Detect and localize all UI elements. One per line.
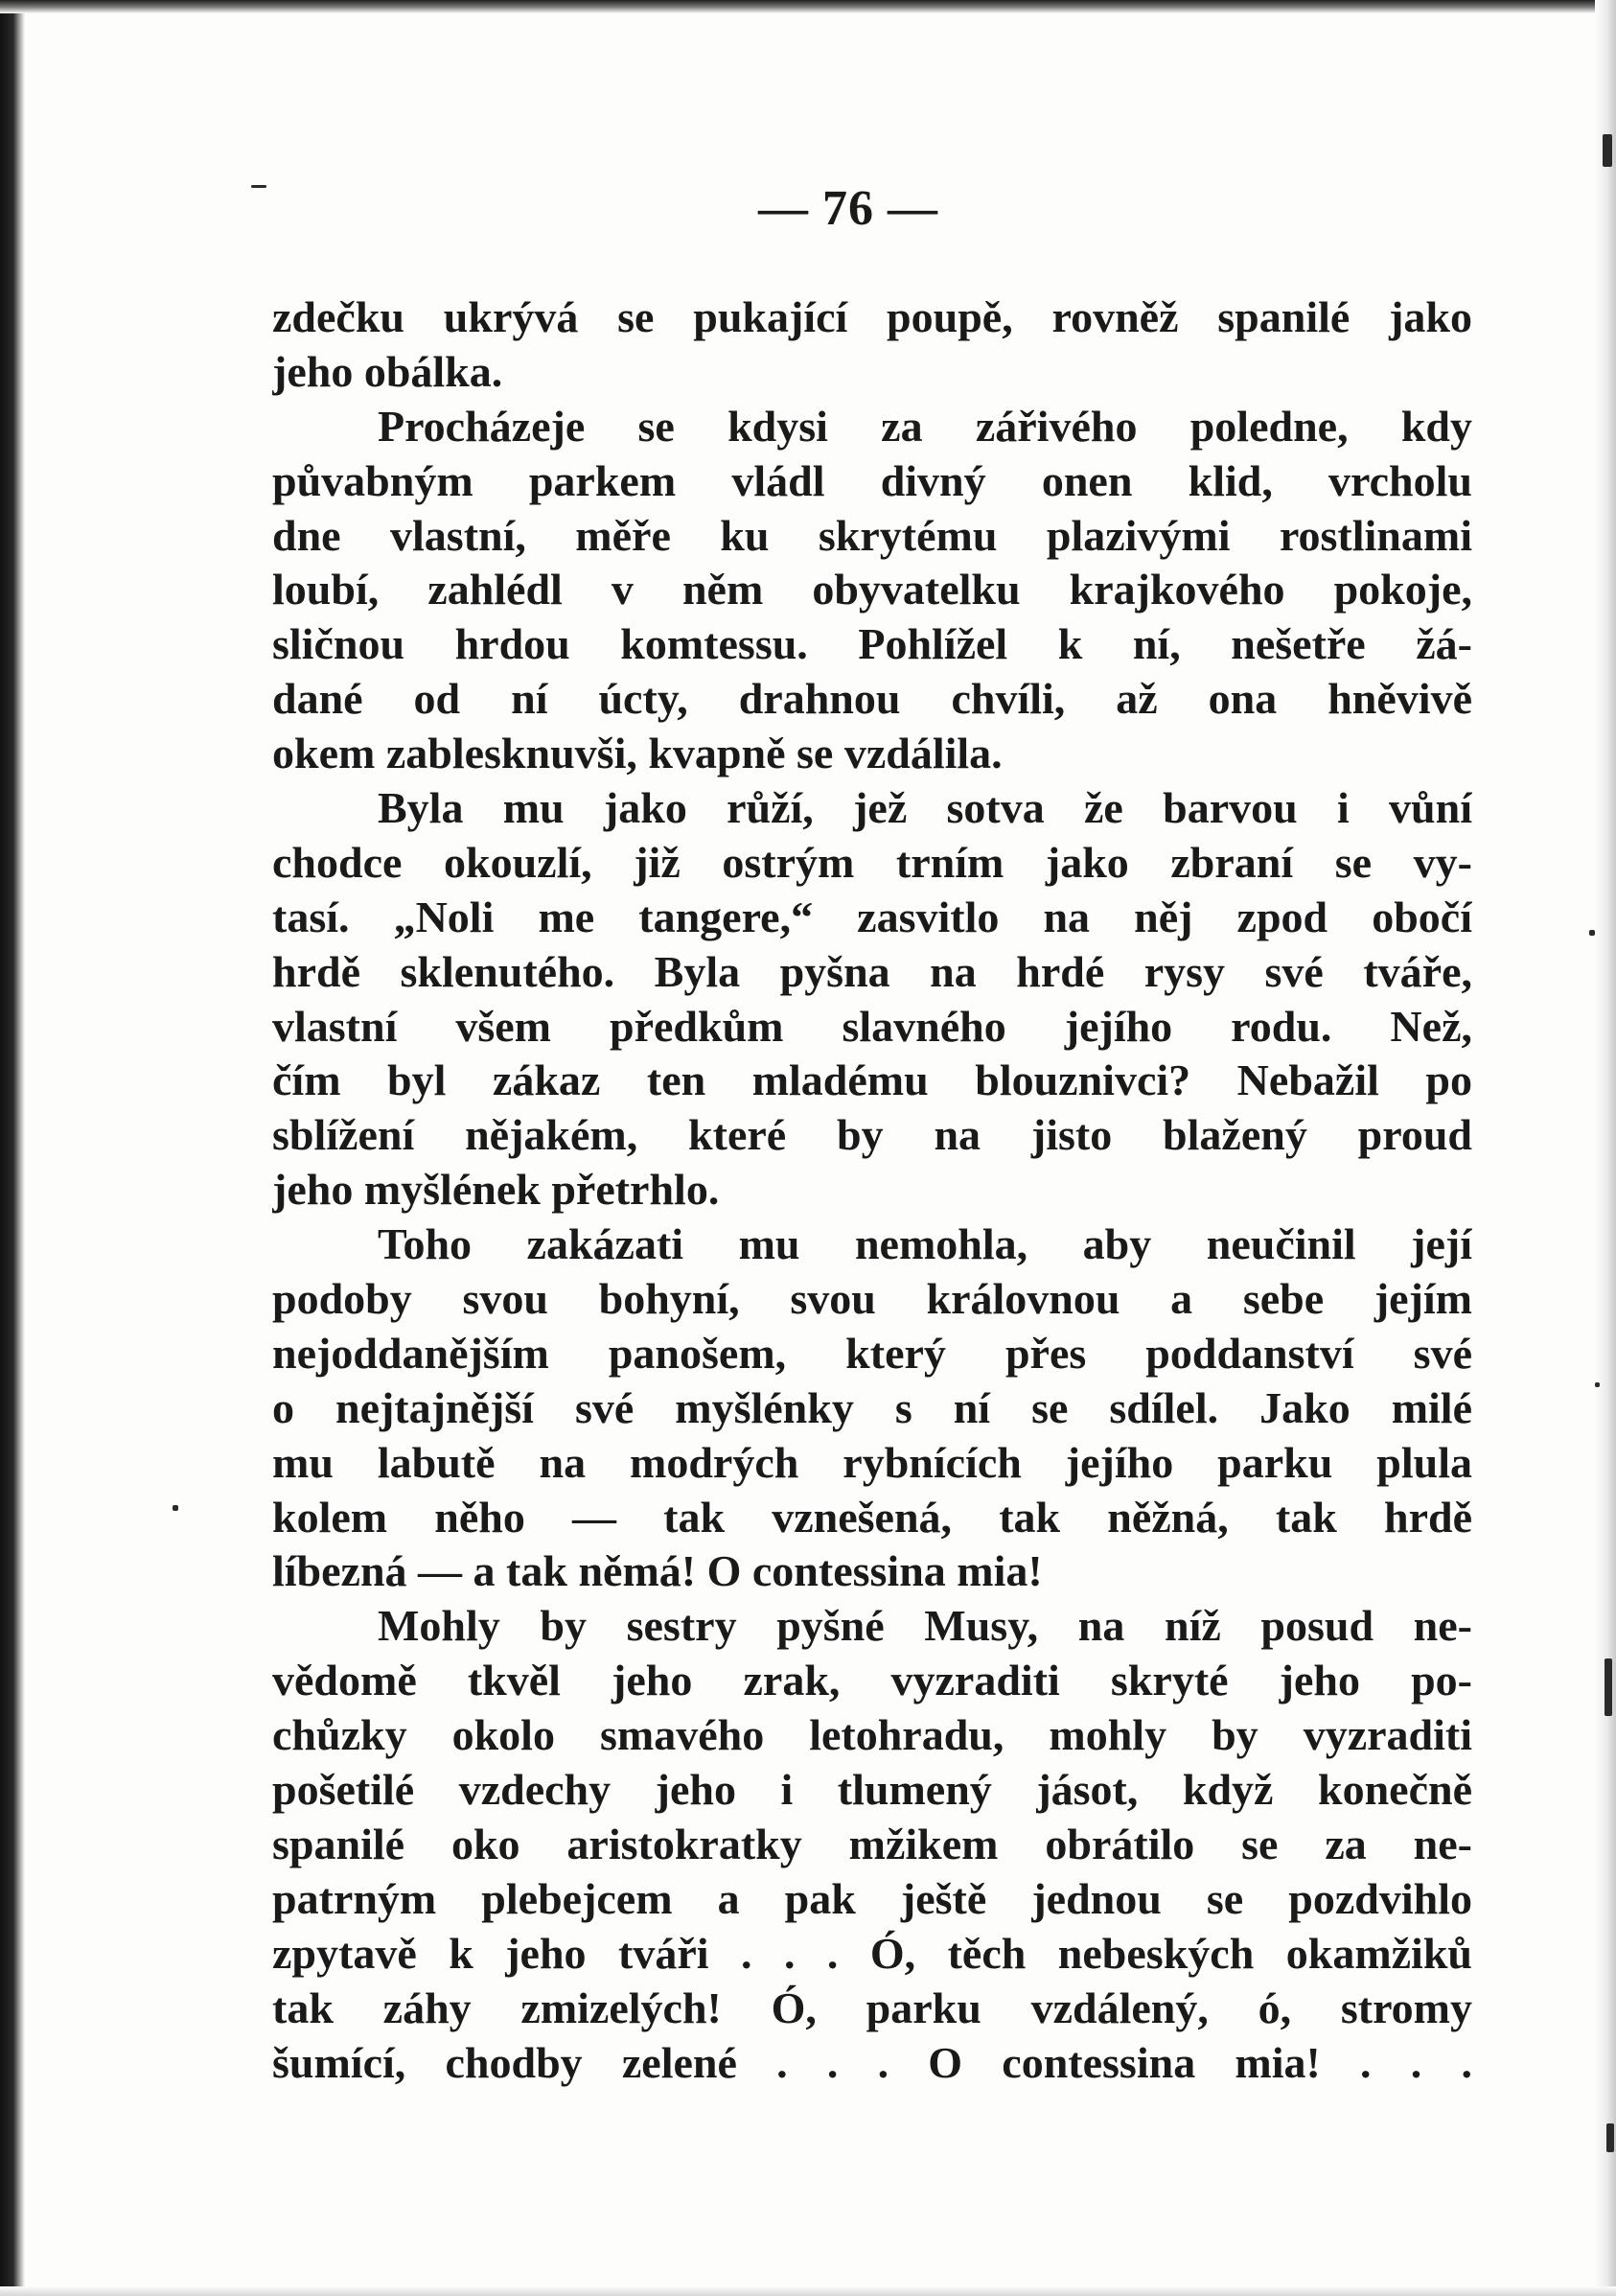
text-line: zdečku ukrývá se pukající poupě, rovněž spanilé jako: [272, 292, 1472, 341]
text-line: dne vlastní, měře ku skrytému plazivými rostlinami: [272, 510, 1472, 560]
text-line: líbezná — a tak němá! O contessina mia!: [272, 1546, 1043, 1596]
text-line: Byla mu jako růží, jež sotva že barvou i vůní: [378, 783, 1472, 833]
scan-speck: [1604, 1658, 1612, 1716]
scan-speck: [1589, 930, 1595, 936]
text-line: o nejtajnější své myšlénky s ní se sdílel. Jako milé: [272, 1382, 1472, 1432]
scan-speck: [173, 1505, 178, 1511]
text-line: nejoddanějším panošem, který přes poddanství své: [272, 1328, 1472, 1378]
text-line: zpytavě k jeho tváři . . . Ó, těch nebeských okamžiků: [272, 1928, 1472, 1978]
page-edge-bottom: [0, 2286, 1616, 2296]
scan-speck: [251, 185, 266, 188]
page-number: — 76 —: [758, 181, 938, 236]
text-line: okem zablesknuvši, kvapně se vzdálila.: [272, 729, 1003, 778]
text-line: sličnou hrdou komtessu. Pohlížel k ní, nešetře žá-: [272, 619, 1472, 669]
text-line: Mohly by sestry pyšné Musy, na níž posud ne-: [378, 1601, 1472, 1651]
text-line: chůzky okolo smavého letohradu, mohly by vyzraditi: [272, 1710, 1472, 1760]
text-line: tak záhy zmizelých! Ó, parku vzdálený, ó, stromy: [272, 1983, 1472, 2032]
text-line: jeho myšlének přetrhlo.: [272, 1165, 720, 1215]
text-line: podoby svou bohyní, svou královnou a sebe jejím: [272, 1274, 1472, 1324]
page-edge-top: [0, 0, 1616, 13]
text-line: chodce okouzlí, již ostrým trním jako zbraní se vy-: [272, 837, 1472, 887]
body-text: [272, 290, 1472, 2090]
text-line: hrdě sklenutého. Byla pyšna na hrdé rysy své tváře,: [272, 946, 1472, 996]
text-line: šumící, chodby zelené . . . O contessina mia! . . .: [272, 2037, 1472, 2087]
text-line: patrným plebejcem a pak ještě jednou se pozdvihlo: [272, 1873, 1472, 1923]
text-line: pošetilé vzdechy jeho i tlumený jásot, když konečně: [272, 1765, 1472, 1815]
text-line: čím byl zákaz ten mladému blouznivci? Nebažil po: [272, 1055, 1472, 1105]
text-line: kolem něho — tak vznešená, tak něžná, tak hrdě: [272, 1492, 1472, 1542]
page-edge-right: [1595, 0, 1616, 2296]
text-line: vlastní všem předkům slavného jejího rodu. Než,: [272, 1001, 1472, 1051]
text-line: Toho zakázati mu nemohla, aby neučinil její: [378, 1219, 1472, 1269]
scan-speck: [1606, 2123, 1614, 2152]
scan-speck: [1595, 1382, 1600, 1387]
page-edge-left: [0, 0, 25, 2296]
text-line: tasí. „Noli me tangere,“ zasvitlo na něj zpod obočí: [272, 892, 1472, 941]
text-line: sblížení nějakém, které by na jisto blažený proud: [272, 1110, 1472, 1160]
text-line: loubí, zahlédl v něm obyvatelku krajkového pokoje,: [272, 565, 1472, 615]
text-line: půvabným parkem vládl divný onen klid, vrcholu: [272, 455, 1472, 505]
text-line: jeho obálka.: [272, 346, 503, 396]
text-line: Procházeje se kdysi za zářivého poledne, kdy: [378, 401, 1472, 451]
text-line: vědomě tkvěl jeho zrak, vyzraditi skryté jeho po-: [272, 1656, 1472, 1705]
text-line: dané od ní úcty, drahnou chvíli, až ona hněvivě: [272, 674, 1472, 724]
text-line: spanilé oko aristokratky mžikem obrátilo se za ne-: [272, 1819, 1472, 1868]
scan-speck: [1603, 134, 1612, 167]
text-line: mu labutě na modrých rybnících jejího parku plula: [272, 1437, 1472, 1487]
